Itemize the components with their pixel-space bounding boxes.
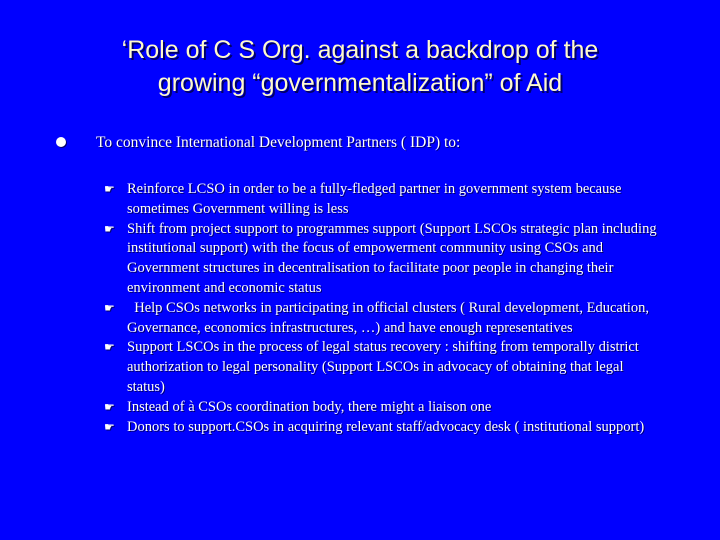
list-item [104,220,664,299]
pointing-hand-icon: ☛ [104,300,115,315]
title-line: ‘Role of C S Org. against a backdrop of the [121,36,599,64]
list-item [104,338,664,397]
list-item [104,418,664,438]
list-item-text: Shift from project support to programmes support (Support LSCOs strategic plan including institutional support) with the focus of empowerment community using CSOs and Government structures in decentralisation to facilitate poor people in changing their environment and economic status [127,220,657,296]
pointing-hand-icon: ☛ [104,340,115,355]
list-item-text: Help CSOs networks in participating in official clusters ( Rural development, Education, Governance, economics infrastructures, …) and have enough representatives [127,299,653,336]
list-item [104,180,664,220]
slide-title [40,34,680,100]
list-item [104,398,664,418]
round-bullet-icon [56,137,66,147]
list-item-text: Instead of à CSOs coordination body, there might a liaison one [127,398,492,415]
pointing-hand-icon: ☛ [104,182,115,196]
pointing-hand-icon: ☛ [104,399,115,414]
list-item-text: Reinforce LCSO in order to be a fully-fledged partner in government system because sometimes Government willing is less [127,181,622,217]
main-bullet-text: To convince International Development Partners ( IDP) to: [96,134,461,151]
list-item-text: Donors to support.CSOs in acquiring relevant staff/advocacy desk ( institutional support) [127,418,645,435]
list-item [104,299,664,339]
sub-bullet-list [104,180,664,437]
pointing-hand-icon: ☛ [104,221,115,236]
list-item-text: Support LSCOs in the process of legal status recovery : shifting from temporally district authorization to legal personality (Support LSCOs in advocacy of obtaining that legal status) [127,339,639,395]
title-line: growing “governmentalization” of Aid [157,69,563,97]
pointing-hand-icon: ☛ [104,419,115,434]
